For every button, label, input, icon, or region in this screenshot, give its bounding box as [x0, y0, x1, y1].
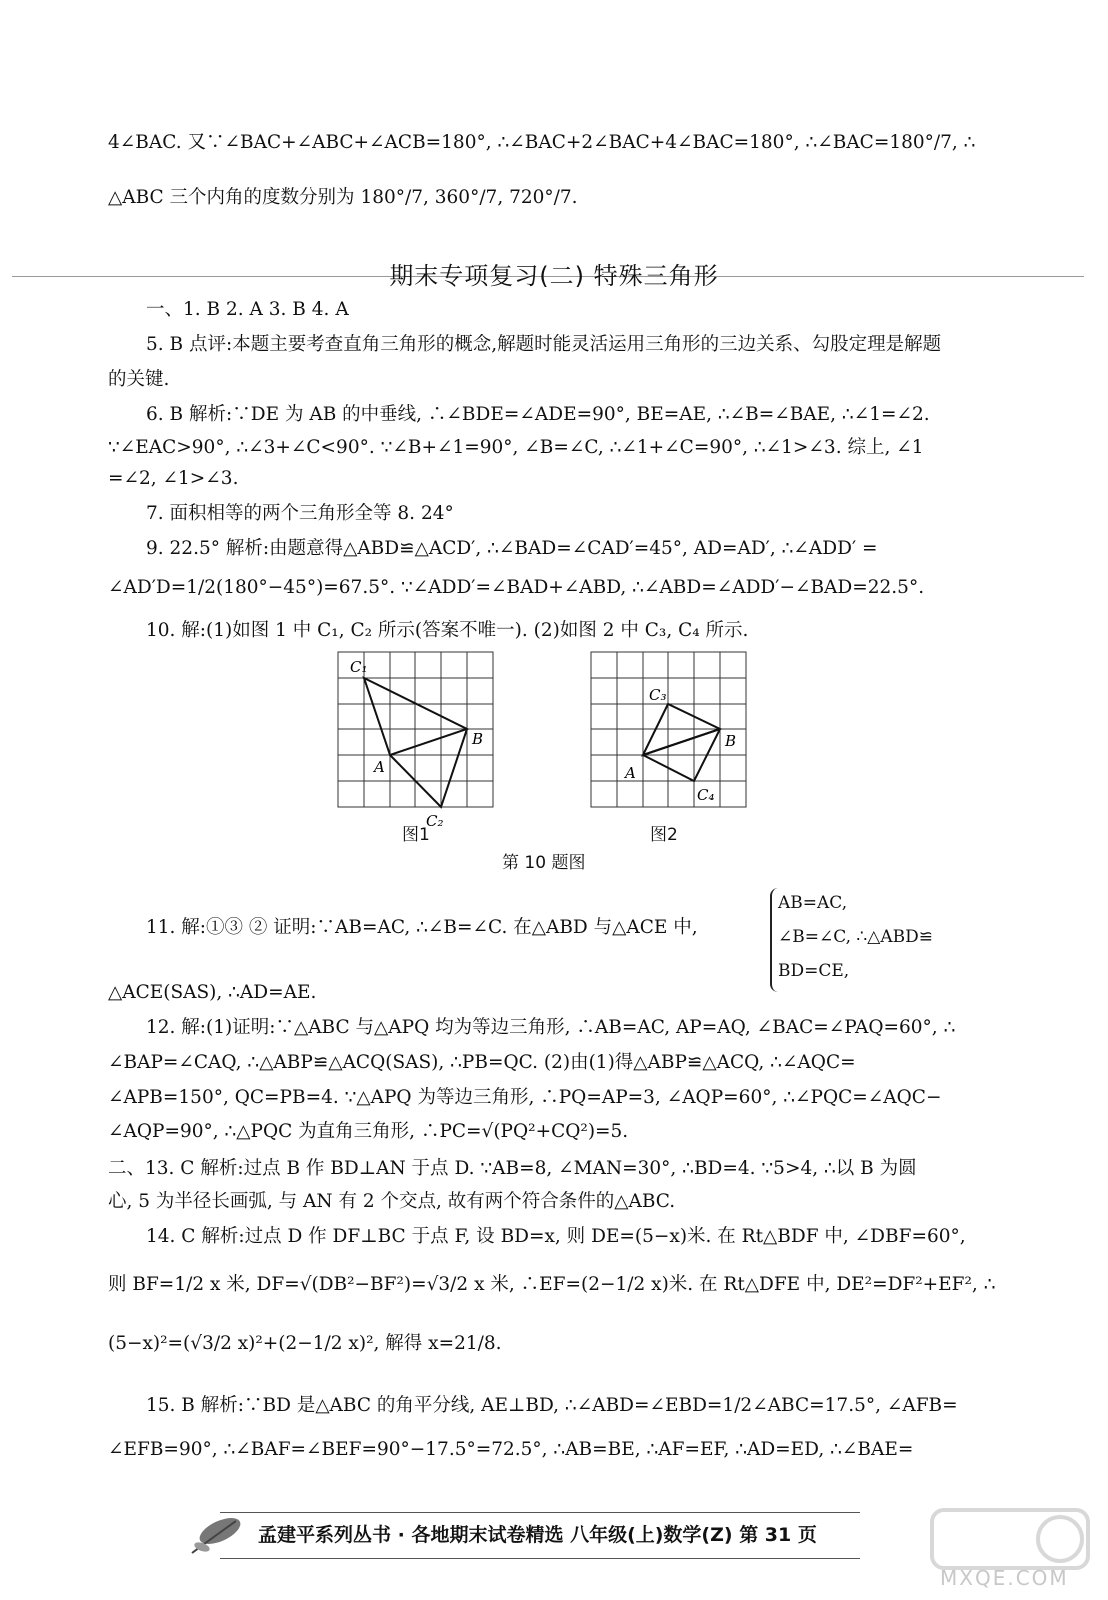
answer-12-cont: ∠BAP=∠CAQ, ∴△ABP≌△ACQ(SAS), ∴PB=QC. (2)由(1)得△ABP≌△ACQ, ∴∠AQC= [108, 1052, 856, 1073]
footer-text: 孟建平系列丛书 · 各地期末试卷精选 八年级(上)数学(Z) 第 31 页 [258, 1524, 817, 1546]
watermark-text: MXQE.COM [940, 1566, 1069, 1590]
text-line: △ABC 三个内角的度数分别为 180°/7, 360°/7, 720°/7. [108, 187, 578, 208]
text-line: 4∠BAC. 又∵∠BAC+∠ABC+∠ACB=180°, ∴∠BAC+2∠BAC+4∠BAC=180°, ∴∠BAC=180°/7, ∴ [108, 132, 976, 153]
label-c3: C₃ [649, 686, 667, 704]
brace-row: ∠B=∠C, ∴△ABD≌ [778, 927, 933, 947]
figure-2-caption: 图2 [650, 825, 678, 845]
label-b: B [725, 732, 737, 750]
footer-rule [220, 1512, 860, 1513]
figure-1 [330, 648, 510, 838]
answer-12: 12. 解:(1)证明:∵△ABC 与△APQ 均为等边三角形, ∴AB=AC, AP=AQ, ∠BAC=∠PAQ=60°, ∴ [146, 1017, 956, 1038]
answer-14: 14. C 解析:过点 D 作 DF⊥BC 于点 F, 设 BD=x, 则 DE=(5−x)米. 在 Rt△BDF 中, ∠DBF=60°, [146, 1226, 966, 1247]
answer-10: 10. 解:(1)如图 1 中 C₁, C₂ 所示(答案不唯一). (2)如图 2 中 C₃, C₄ 所示. [146, 620, 749, 641]
answer-12-cont: ∠AQP=90°, ∴△PQC 为直角三角形, ∴PC=√(PQ²+CQ²)=5. [108, 1121, 629, 1142]
answer-11-end: △ACE(SAS), ∴AD=AE. [108, 982, 317, 1003]
answer-13: 二、13. C 解析:过点 B 作 BD⊥AN 于点 D. ∵AB=8, ∠MAN=30°, ∴BD=4. ∵5>4, ∴以 B 为圆 [108, 1158, 917, 1179]
answer-15: 15. B 解析:∵BD 是△ABC 的角平分线, AE⊥BD, ∴∠ABD=∠EBD=1/2∠ABC=17.5°, ∠AFB= [146, 1395, 958, 1416]
label-b: B [472, 730, 484, 748]
answer-12-cont: ∠APB=150°, QC=PB=4. ∵△APQ 为等边三角形, ∴PQ=AP=3, ∠AQP=60°, ∴∠PQC=∠AQC− [108, 1087, 942, 1108]
label-a: A [374, 758, 385, 776]
answer-14-cont: (5−x)²=(√3/2 x)²+(2−1/2 x)², 解得 x=21/8. [108, 1333, 502, 1354]
answer-6-cont: ∵∠EAC>90°, ∴∠3+∠C<90°. ∵∠B+∠1=90°, ∠B=∠C, ∴∠1+∠C=90°, ∴∠1>∠3. 综上, ∠1 [108, 437, 924, 458]
answer-6: 6. B 解析:∵DE 为 AB 的中垂线, ∴∠BDE=∠ADE=90°, BE=AE, ∴∠B=∠BAE, ∴∠1=∠2. [146, 404, 930, 425]
label-c4: C₄ [697, 786, 715, 804]
answer-7-8: 7. 面积相等的两个三角形全等 8. 24° [146, 503, 454, 524]
answer-11: 11. 解:①③ ② 证明:∵AB=AC, ∴∠B=∠C. 在△ABD 与△ACE 中, [146, 917, 698, 938]
label-c2: C₂ [426, 812, 444, 830]
brace-row: BD=CE, [778, 961, 850, 981]
answer-5-cont: 的关键. [108, 369, 170, 390]
figure-2 [585, 648, 755, 818]
answer-13-cont: 心, 5 为半径长画弧, 与 AN 有 2 个交点, 故有两个符合条件的△ABC. [108, 1191, 676, 1212]
brace-system [778, 886, 933, 988]
label-a: A [625, 764, 636, 782]
answer-14-cont: 则 BF=1/2 x 米, DF=√(DB²−BF²)=√3/2 x 米, ∴EF=(2−1/2 x)米. 在 Rt△DFE 中, DE²=DF²+EF², ∴ [108, 1274, 996, 1295]
figure-group-caption: 第 10 题图 [502, 853, 586, 873]
figure-1-caption: 图1 [402, 825, 430, 845]
footer-rule [220, 1558, 860, 1559]
section-title: 期末专项复习(二) 特殊三角形 [389, 262, 719, 290]
answer-15-cont: ∠EFB=90°, ∴∠BAF=∠BEF=90°−17.5°=72.5°, ∴AB=BE, ∴AF=EF, ∴AD=ED, ∴∠BAE= [108, 1439, 914, 1460]
answer-6-cont: =∠2, ∠1>∠3. [108, 468, 239, 489]
leaf-logo-icon [180, 1505, 250, 1565]
label-c1: C₁ [350, 658, 368, 676]
brace-row: AB=AC, [778, 893, 848, 913]
answer-9: 9. 22.5° 解析:由题意得△ABD≌△ACD′, ∴∠BAD=∠CAD′=45°, AD=AD′, ∴∠ADD′ = [146, 538, 878, 559]
answer-9-cont: ∠AD′D=1/2(180°−45°)=67.5°. ∵∠ADD′=∠BAD+∠ABD, ∴∠ABD=∠ADD′−∠BAD=22.5°. [108, 577, 925, 598]
answer-5: 5. B 点评:本题主要考查直角三角形的概念,解题时能灵活运用三角形的三边关系、勾股定理是解题 [146, 334, 942, 355]
answers-line: 一、1. B 2. A 3. B 4. A [146, 299, 349, 320]
